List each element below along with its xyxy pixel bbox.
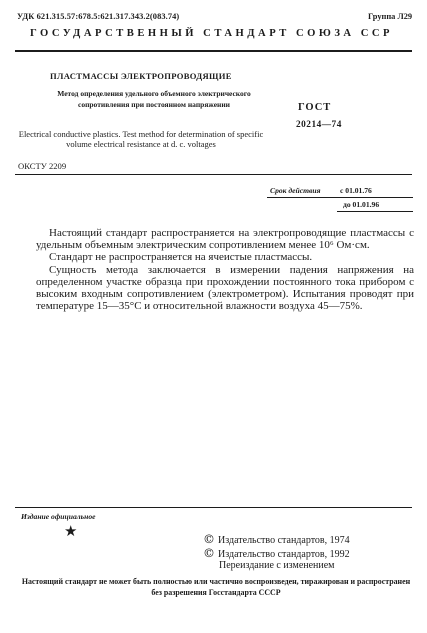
reproduction-notice: Настоящий стандарт не может быть полностью или частично воспроизведен, тиражирован и распространен без разрешения Госстандарта СССР <box>21 577 411 597</box>
copyright-line-1 <box>203 532 350 546</box>
udc-code: УДК 621.315.57:678.5:621.317.343.2(083.74) <box>17 12 180 21</box>
copyright-icon: © <box>203 532 215 546</box>
okstu-code: ОКСТУ 2209 <box>18 161 67 171</box>
copyright-line-2 <box>203 546 350 560</box>
state-standard-banner: ГОСУДАРСТВЕННЫЙ СТАНДАРТ СОЮЗА ССР <box>29 28 394 39</box>
document-title: ПЛАСТМАССЫ ЭЛЕКТРОПРОВОДЯЩИЕ <box>50 71 232 81</box>
copyright-text-1: Издательство стандартов, 1974 <box>218 535 350 546</box>
validity-label: Срок действия <box>270 186 321 195</box>
document-subtitle: Метод определения удельного объемного электрического сопротивления при постоянном напряжении <box>57 89 251 109</box>
method-paragraph: Сущность метода заключается в измерении падения напряжения на определенном участке образца при прохождении постоянного тока прибором с высоким входным сопротивлением (электрометром). Испытания проводят при температуре 15—35°С и относительной влажности воздуха 45—75%. <box>36 263 414 313</box>
validity-rule-1 <box>267 197 413 198</box>
body-text <box>36 227 414 312</box>
official-edition-label: Издание официальное <box>21 512 96 521</box>
validity-from: с 01.01.76 <box>340 186 372 195</box>
validity-to: до 01.01.96 <box>343 200 380 209</box>
gost-number: 20214—74 <box>296 120 342 130</box>
reprint-note: Переиздание с изменением <box>219 560 335 571</box>
header-rule <box>15 50 412 52</box>
copyright-text-2: Издательство стандартов, 1992 <box>218 549 350 560</box>
scope-paragraph: Настоящий стандарт распространяется на электропроводящие пластмассы с удельным объемным электрическим сопротивлением менее 10⁶ Ом·см. <box>36 227 414 252</box>
star-icon: ★ <box>64 524 78 540</box>
exclusion-paragraph: Стандарт не распространяется на ячеистые пластмассы. <box>49 251 313 264</box>
gost-label: ГОСТ <box>298 102 332 113</box>
english-title: Electrical conductive plastics. Test method for determination of specific volume electrical resistance at d. c. voltages <box>18 129 264 149</box>
title-rule <box>15 174 412 175</box>
footer-rule <box>15 507 412 508</box>
validity-rule-2 <box>337 211 413 212</box>
copyright-icon: © <box>203 546 215 560</box>
group-code: Группа Л29 <box>368 12 413 21</box>
